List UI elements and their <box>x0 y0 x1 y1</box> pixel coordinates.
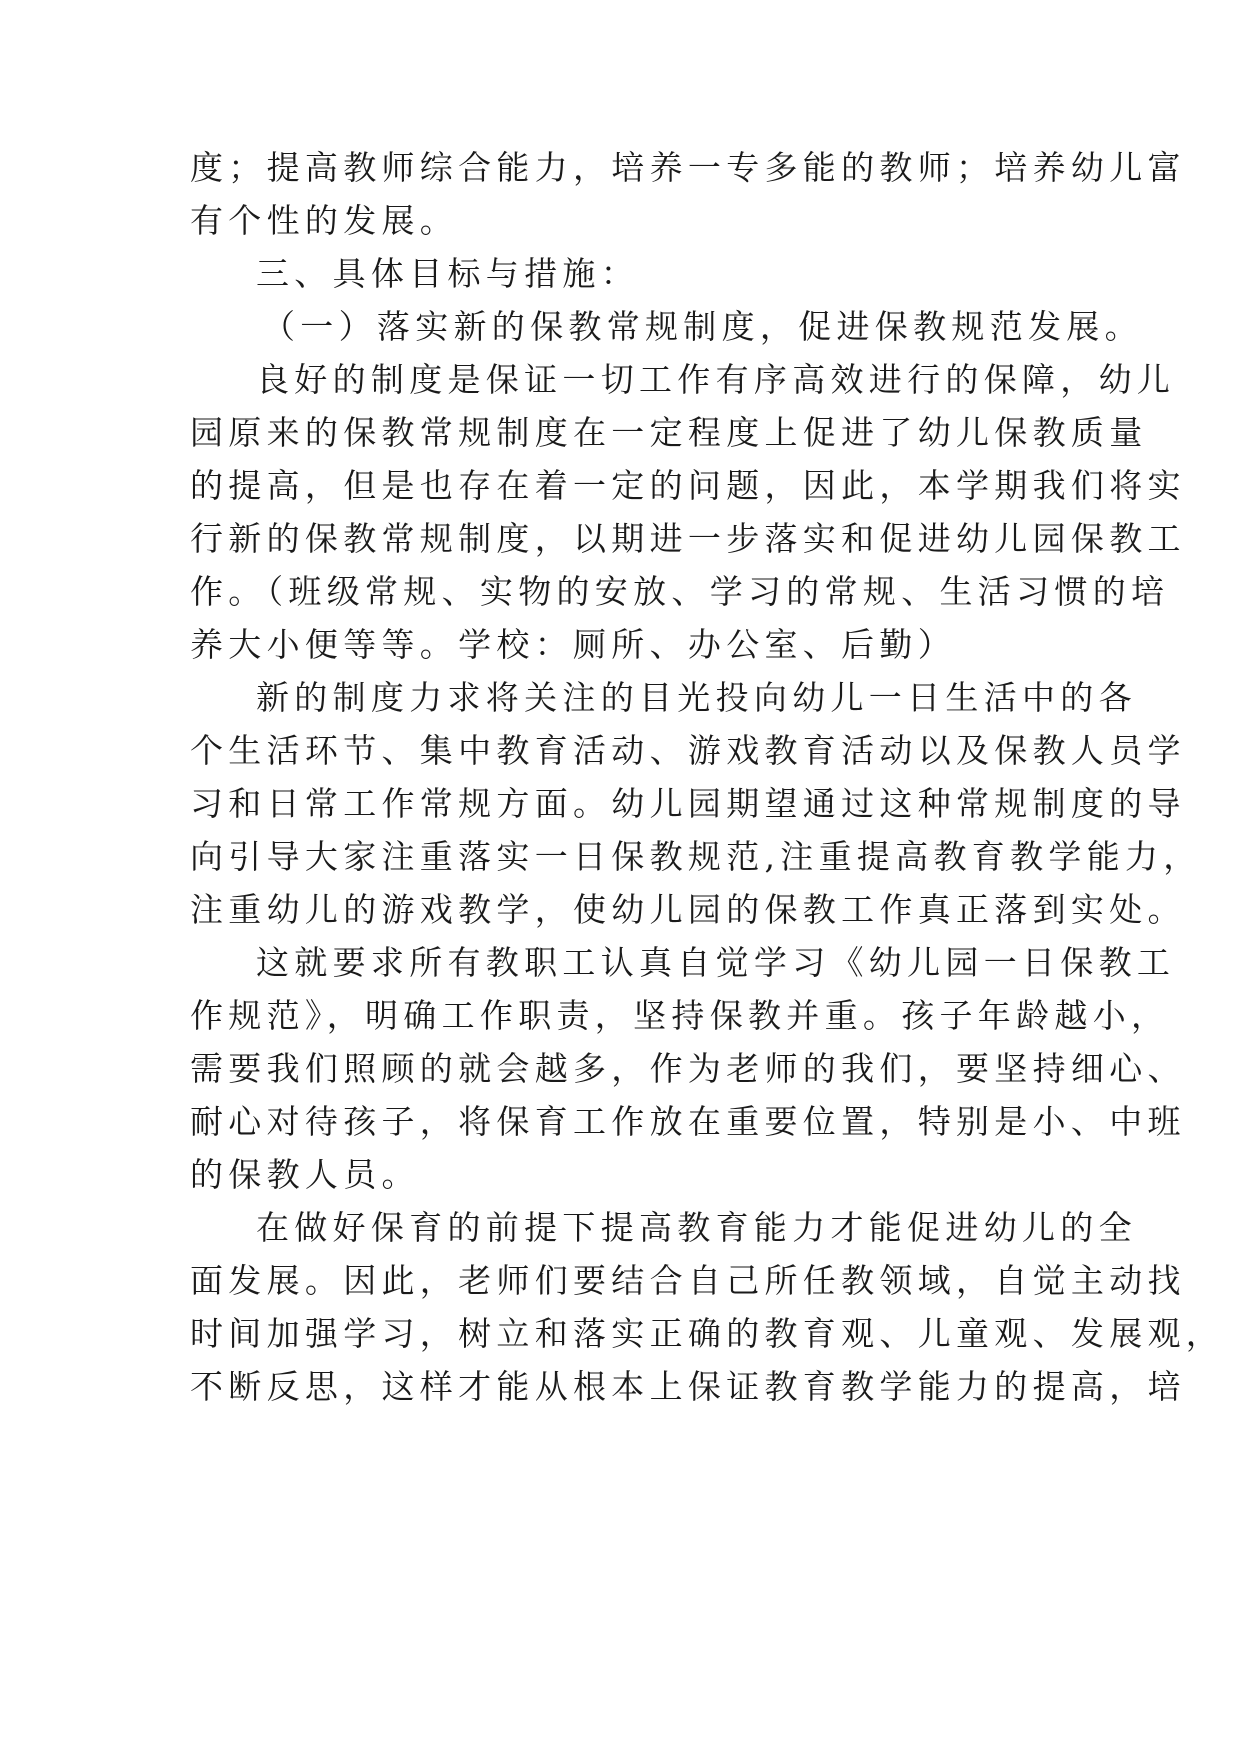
paragraph-line: 度；提高教师综合能力，培养一专多能的教师；培养幼儿富 <box>190 148 1186 187</box>
paragraph-line: 需要我们照顾的就会越多，作为老师的我们，要坚持细心、 <box>190 1049 1186 1088</box>
paragraph-line: 不断反思，这样才能从根本上保证教育教学能力的提高，培 <box>190 1367 1186 1406</box>
paragraph-line: 作。（班级常规、实物的安放、学习的常规、生活习惯的培 <box>190 572 1170 611</box>
paragraph-line: 新的制度力求将关注的目光投向幼儿一日生活中的各 <box>256 678 1137 717</box>
paragraph-line: 有个性的发展。 <box>190 201 459 240</box>
paragraph-line: 的提高，但是也存在着一定的问题，因此，本学期我们将实 <box>190 466 1186 505</box>
paragraph-line: 个生活环节、集中教育活动、游戏教育活动以及保教人员学 <box>190 731 1186 770</box>
paragraph-line: 作规范》，明确工作职责，坚持保教并重。孩子年龄越小， <box>190 996 1170 1035</box>
paragraph-line: 向引导大家注重落实一日保教规范,注重提高教育教学能力， <box>190 837 1202 876</box>
paragraph-line: 园原来的保教常规制度在一定程度上促进了幼儿保教质量 <box>190 413 1148 452</box>
paragraph-line: 习和日常工作常规方面。幼儿园期望通过这种常规制度的导 <box>190 784 1186 823</box>
subsection-heading: （一）落实新的保教常规制度，促进保教规范发展。 <box>262 307 1143 346</box>
paragraph-line: 在做好保育的前提下提高教育能力才能促进幼儿的全 <box>256 1208 1137 1247</box>
section-heading: 三、具体目标与措施： <box>256 254 639 293</box>
paragraph-line: 注重幼儿的游戏教学，使幼儿园的保教工作真正落到实处。 <box>190 890 1186 929</box>
paragraph-line: 行新的保教常规制度，以期进一步落实和促进幼儿园保教工 <box>190 519 1186 558</box>
paragraph-line: 良好的制度是保证一切工作有序高效进行的保障，幼儿 <box>256 360 1176 399</box>
paragraph-line: 养大小便等等。学校：厕所、办公室、后勤） <box>190 625 956 664</box>
paragraph-line: 时间加强学习，树立和落实正确的教育观、儿童观、发展观， <box>190 1314 1225 1353</box>
paragraph-line: 耐心对待孩子，将保育工作放在重要位置，特别是小、中班 <box>190 1102 1186 1141</box>
paragraph-line: 这就要求所有教职工认真自觉学习《幼儿园一日保教工 <box>256 943 1176 982</box>
paragraph-line: 的保教人员。 <box>190 1155 420 1194</box>
paragraph-line: 面发展。因此，老师们要结合自己所任教领域，自觉主动找 <box>190 1261 1186 1300</box>
